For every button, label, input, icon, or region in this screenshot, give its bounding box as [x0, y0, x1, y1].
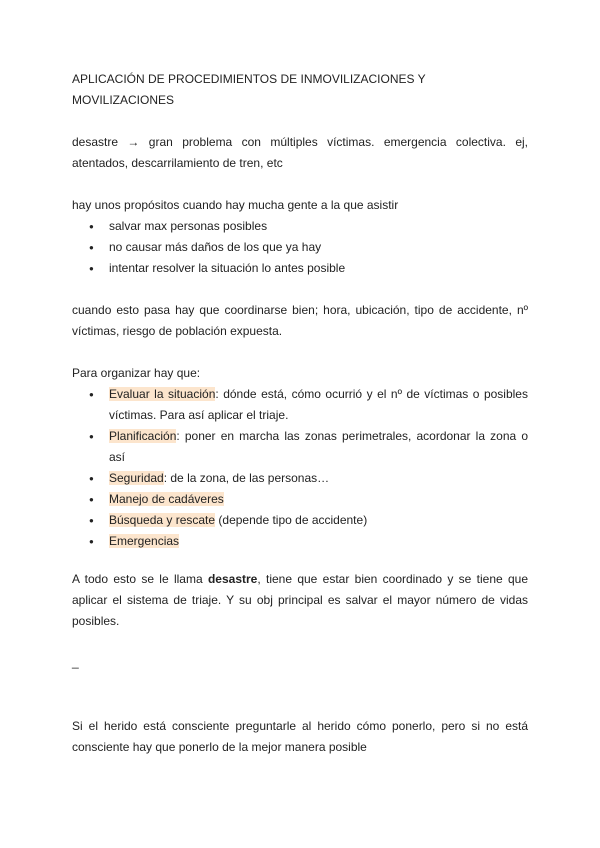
- highlighted-term: Emergencias: [109, 534, 180, 548]
- paragraph-organizar: [72, 363, 528, 552]
- item-text: : dónde está, cómo ocurrió y el nº de víctimas o posibles víctimas. Para así aplicar el triaje.: [109, 387, 528, 422]
- item-text: (depende tipo de accidente): [215, 513, 368, 527]
- text-after: , tiene que estar bien coordinado y se tiene que aplicar el sistema de triaje. Y su obj principal es salvar el mayor número de vidas posibles.: [72, 572, 529, 628]
- list-item: ● salvar max personas posibles: [72, 216, 528, 237]
- list-item: [72, 489, 528, 510]
- list-item: [72, 384, 528, 426]
- highlighted-term: Planificación: [109, 429, 177, 443]
- separator-line: _: [72, 655, 79, 669]
- highlighted-term: Seguridad: [109, 471, 164, 485]
- paragraph-propositos: [72, 195, 528, 279]
- item-text: : de la zona, de las personas…: [163, 471, 330, 485]
- paragraph-desastre: desastre → gran problema con múltiples víctimas. emergencia colectiva. ej, atentados, descarrilamiento de tren, etc: [72, 135, 528, 170]
- list-item: [72, 426, 528, 468]
- item-text: : poner en marcha las zonas perimetrales, acordonar la zona o así: [109, 429, 528, 464]
- propositos-intro: hay unos propósitos cuando hay mucha gente a la que asistir: [72, 198, 399, 212]
- list-item: ● no causar más daños de los que ya hay: [72, 237, 528, 258]
- propositos-list: [72, 216, 528, 279]
- list-item: [72, 531, 528, 552]
- paragraph-desastre-resumen: [72, 569, 528, 632]
- text-before: A todo esto se le llama: [72, 572, 208, 586]
- document-title: APLICACIÓN DE PROCEDIMIENTOS DE INMOVILIZACIONES Y MOVILIZACIONES: [72, 72, 426, 107]
- organizar-intro: Para organizar hay que:: [72, 366, 201, 380]
- organizar-list: [72, 384, 528, 552]
- list-item: [72, 468, 528, 489]
- paragraph-coordinacion: cuando esto pasa hay que coordinarse bien; hora, ubicación, tipo de accidente, nº víctimas, riesgo de población expuesta.: [72, 303, 528, 338]
- highlighted-term: Búsqueda y rescate: [109, 513, 216, 527]
- list-item: [72, 510, 528, 531]
- highlighted-term: Evaluar la situación: [109, 387, 216, 401]
- bold-term: desastre: [207, 572, 258, 586]
- paragraph-herido: Si el herido está consciente preguntarle al herido cómo ponerlo, pero si no está consciente hay que ponerlo de la mejor manera posible: [72, 719, 528, 754]
- list-item: ● intentar resolver la situación lo antes posible: [72, 258, 528, 279]
- highlighted-term: Manejo de cadáveres: [109, 492, 224, 506]
